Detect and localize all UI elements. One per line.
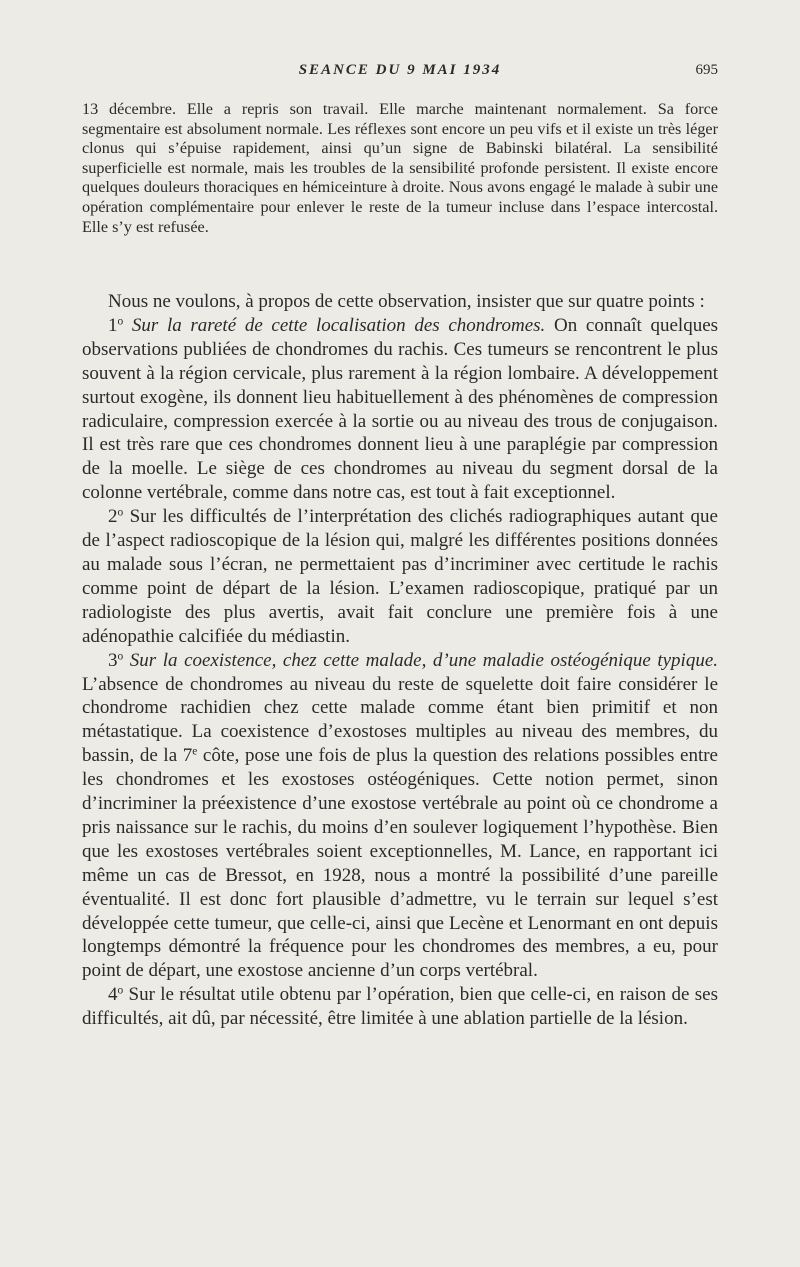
point-3 [82,649,718,984]
point-2-ordinal: o [117,506,124,519]
point-1-number: 1 [108,314,118,336]
point-4 [82,983,718,1031]
point-1 [82,314,718,505]
point-4-ordinal: o [117,985,124,998]
point-1-title: Sur la rareté de cette localisation des chondromes. [131,314,546,336]
point-3-sup: e [192,745,198,758]
point-3-text-b: côte, pose une fois de plus la question des relations possibles entre les chondromes et les exostoses ostéogéniques. Cette notion permet, sinon d’incriminer la préexistence d’une exostose vertébrale au point où ce chondrome a pris naissance sur le rachis, du moins d’en soulever logiquement l’hypothèse. Bien que les exostoses vertébrales soient exceptionnelles, M. Lance, en rapportant ici même un cas de Bressot, en 1928, nous a montré la possibilité d’une pareille éventualité. Il est donc fort plausible d’admettre, vu le terrain sur lequel s’est développée cette tumeur, que celle-ci, ainsi que Lecène et Lenormant en ont depuis longtemps démontré la fréquence pour les chondromes des membres, a eu, pour point de départ, une exostose ancienne d’un corps vertébral. [82,745,718,982]
page-header [82,62,718,82]
point-1-ordinal: o [117,315,124,328]
point-4-number: 4 [108,984,118,1006]
point-4-text: Sur le résultat utile obtenu par l’opération, bien que celle-ci, en raison de ses difficultés, ait dû, par nécessité, être limitée à une ablation partielle de la lésion. [82,984,718,1030]
point-3-ordinal: o [117,650,124,663]
point-3-number: 3 [108,649,118,671]
point-3-text-a: L’absence de chondromes au niveau du reste de squelette doit faire considérer le chondrome rachidien chez cette malade comme étant bien primitif et non métastatique. La coexistence d’exostoses multiples au niveau des membres, du bassin, de la 7 [82,673,718,767]
page-number: 695 [695,62,718,78]
case-continuation-paragraph: 13 décembre. Elle a repris son travail. Elle marche maintenant normalement. Sa force segmentaire est absolument normale. Les réflexes sont encore un peu vifs et il existe un très léger clonus qui s’épuise rapidement, ainsi qu’un signe de Babinski bilatéral. La sensibilité superficielle est normale, mais les troubles de la sensibilité profonde persistent. Il existe encore quelques douleurs thoraciques en hémiceinture à droite. Nous avons engagé le malade à subir une opération complémentaire pour enlever le reste de la tumeur incluse dans l’espace intercostal. Elle s’y est refusée. [82,100,718,236]
point-2-number: 2 [108,506,118,528]
point-2-text: Sur les difficultés de l’interprétation des clichés radiographiques autant que de l’aspect radioscopique de la lésion qui, malgré les différentes positions données au malade sous l’écran, ne permettaient pas d’incriminer avec certitude le rachis comme point de départ de la lésion. L’examen radioscopique, pratiqué par un radiologiste des plus avertis, avait fait conclure une première fois à une adénopathie calcifiée du médiastin. [82,506,718,647]
discussion-section [82,290,718,1031]
point-3-title: Sur la coexistence, chez cette malade, d’une maladie ostéogénique typique. [129,649,718,671]
running-head: SEANCE DU 9 MAI 1934 [298,62,502,78]
point-1-text: On connaît quelques observations publiées de chondromes du rachis. Ces tumeurs se rencontrent le plus souvent à la région cervicale, plus rarement à la région lombaire. A développement surtout exogène, ils donnent lieu habituellement à des phénomènes de compression radiculaire, compression exercée à la sortie ou au niveau des trous de conjugaison. Il est très rare que ces chondromes donnent lieu à une paraplégie par compression de la moelle. Le siège de ces chondromes au niveau du segment dorsal de la colonne vertébrale, comme dans notre cas, est tout à fait exceptionnel. [82,314,719,504]
discussion-intro: Nous ne voulons, à propos de cette observation, insister que sur quatre points : [108,291,705,312]
point-2 [82,505,718,648]
